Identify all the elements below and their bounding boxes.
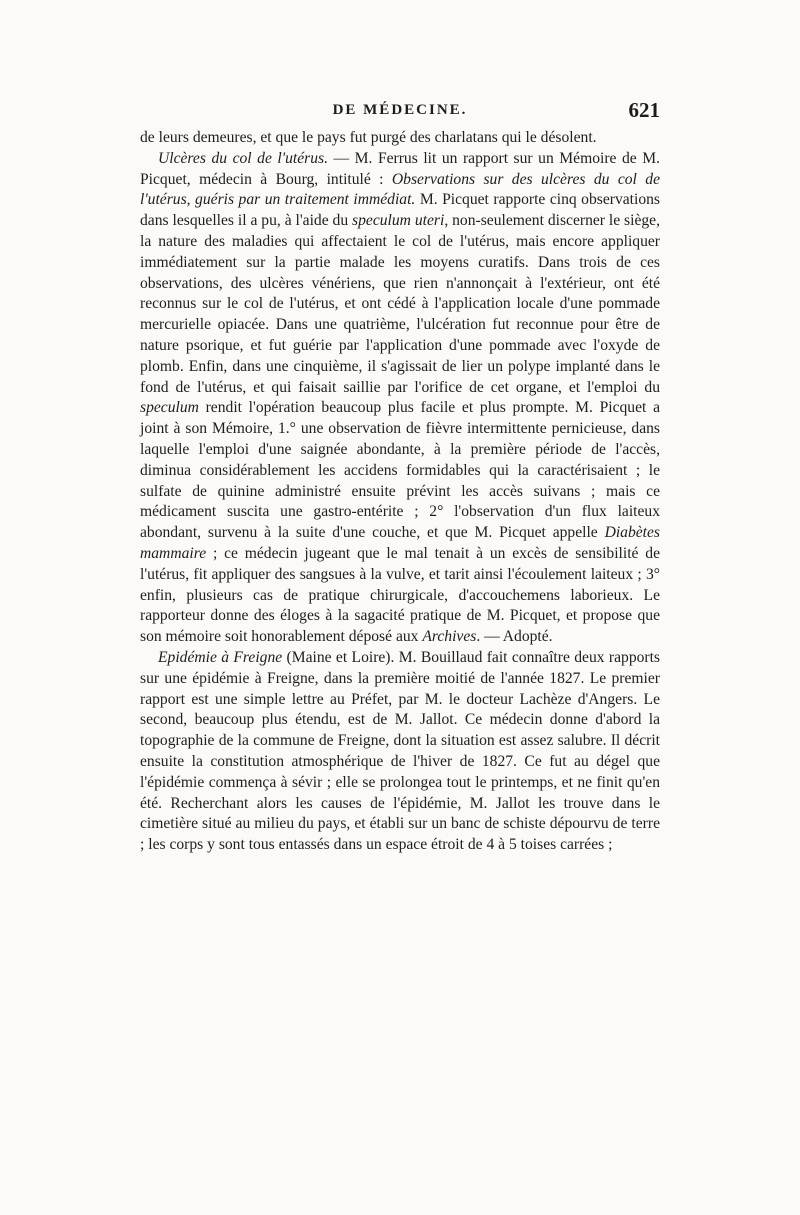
text-run: , non-seulement discerner le siège, la nature des maladies qui affectaient le col de l'utérus, mais encore appliquer immédiatement sur la partie malade les moyens curatifs. Dans trois de ces observations, des ulcères vénériens, que rien n'annonçait à l'extérieur, ont été reconnus sur le col de l'utérus, et ont cédé à l'application locale d'une pommade mercurielle opiacée. Dans une quatrième, l'ulcération fut reconnue pour être de nature psorique, et fut guérie par l'application d'une pommade avec l'oxyde de plomb. Enfin, dans une cinquième, il s'agissait de lier un polype implanté dans le fond de l'utérus, et qui faisait saillie par l'orifice de cet organe, et l'emploi du (140, 212, 660, 396)
paragraph-epidemie (140, 648, 660, 856)
page-number: 621 (628, 98, 660, 122)
text-run: rendit l'opération beaucoup plus facile et plus prompte. M. Picquet a joint à son Mémoire, 1.° une observation de fièvre intermittente pernicieuse, dans laquelle l'emploi d'une saignée abondante, à la première période de l'accès, diminua considérablement les accidens formidables qui la caractérisaient ; le sulfate de quinine administré ensuite prévint les accès suivans ; mais ce médicament suscita une gastro-entérite ; 2° l'observation d'un flux laiteux abondant, survenu à la suite d'une couche, et que M. Picquet appelle (140, 399, 660, 542)
italic-text-run: speculum (140, 399, 199, 417)
running-title: DE MÉDECINE. (332, 102, 468, 118)
paragraph-continuation (140, 128, 660, 149)
italic-text-run: Epidémie à Freigne (158, 648, 283, 666)
text-run: de leurs demeures, et que le pays fut purgé des charlatans qui le désolent. (140, 129, 597, 146)
italic-text-run: speculum uteri (352, 212, 445, 230)
page-header (140, 100, 660, 130)
text-run: M. Picquet rapporte cinq observations dans lesquelles il a pu, à l'aide du (140, 191, 660, 230)
italic-text-run: Observations sur des ulcères du col de l'utérus, guéris par un traitement immédiat. (140, 170, 660, 209)
text-run: — M. Ferrus lit un rapport sur un Mémoire de M. Picquet, médecin à Bourg, intitulé : (140, 149, 660, 188)
body-text (140, 128, 660, 856)
text-run: ; ce médecin jugeant que le mal tenait à un excès de sensibilité de l'utérus, fit appliquer des sangsues à la vulve, et tarit ainsi l'écoulement laiteux ; 3° enfin, plusieurs cas de pratique chirurgicale, d'accouchemens laborieux. Le rapporteur donne des éloges à la sagacité pratique de M. Picquet, et propose que son mémoire soit honorablement déposé aux (140, 544, 660, 646)
text-run: (Maine et Loire). M. Bouillaud fait connaître deux rapports sur une épidémie à Freigne, dans la première moitié de l'année 1827. Le premier rapport est une simple lettre au Préfet, par M. le docteur Lachèze d'Angers. Le second, beaucoup plus étendu, est de M. Jallot. Ce médecin donne d'abord la topographie de la commune de Freigne, dont la situation est assez salubre. Il décrit ensuite la constitution atmosphérique de l'hiver de 1827. Ce fut au dégel que l'épidémie commença à sévir ; elle se prolongea tout le printemps, et ne finit qu'en été. Recherchant alors les causes de l'épidémie, M. Jallot les trouve dans le cimetière situé au milieu du pays, et établi sur un banc de schiste dépourvu de terre ; les corps y sont tous entassés dans un espace étroit de 4 à 5 toises carrées ; (140, 648, 661, 854)
italic-text-run: Diabètes mammaire (140, 524, 660, 562)
paragraph-ulceres (140, 149, 660, 648)
text-run: . — Adopté. (476, 628, 553, 646)
italic-text-run: Archives (422, 628, 477, 646)
italic-text-run: Ulcères du col de l'utérus. (158, 149, 328, 167)
